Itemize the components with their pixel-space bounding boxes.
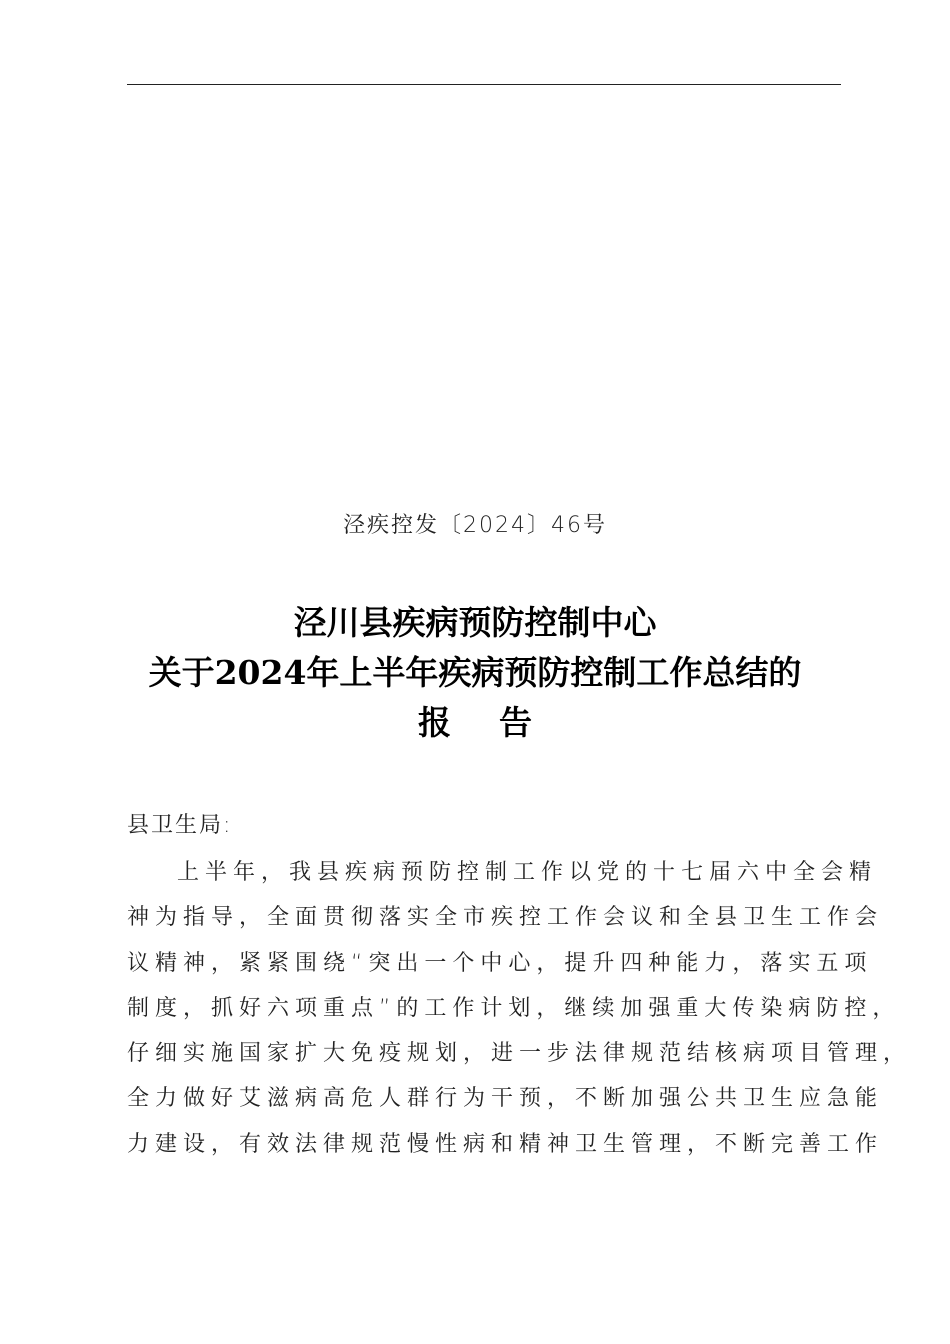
header-rule — [127, 84, 841, 85]
body-line: 制度，抓好六项重点”的工作计划，继续加强重大传染病防控， — [127, 995, 901, 1021]
body-line: 上半年，我县疾病预防控制工作以党的十七届六中全会精 — [177, 860, 878, 885]
body-line: 仔细实施国家扩大免疫规划，进一步法律规范结核病项目管理， — [127, 1041, 912, 1067]
title-line-1: 泾川县疾病预防控制中心 — [293, 603, 657, 642]
body-line: 全力做好艾滋病高危人群行为干预，不断加强公共卫生应急能 — [127, 1086, 884, 1112]
body-line: 神为指导，全面贯彻落实全市疾控工作会议和全县卫生工作会 — [127, 905, 884, 931]
salutation: 县卫生局: — [127, 813, 233, 838]
body-line: 力建设，有效法律规范慢性病和精神卫生管理，不断完善工作 — [127, 1131, 884, 1157]
title-line-2: 关于2024年上半年疾病预防控制工作总结的 — [148, 653, 802, 692]
body-line: 议精神，紧紧围绕“突出一个中心，提升四种能力，落实五项 — [127, 950, 873, 976]
title-line-3: 报告 — [418, 703, 580, 742]
document-number: 泾疾控发〔2024〕46号 — [343, 513, 607, 538]
body-paragraph — [127, 850, 912, 1167]
document-title — [0, 598, 950, 748]
